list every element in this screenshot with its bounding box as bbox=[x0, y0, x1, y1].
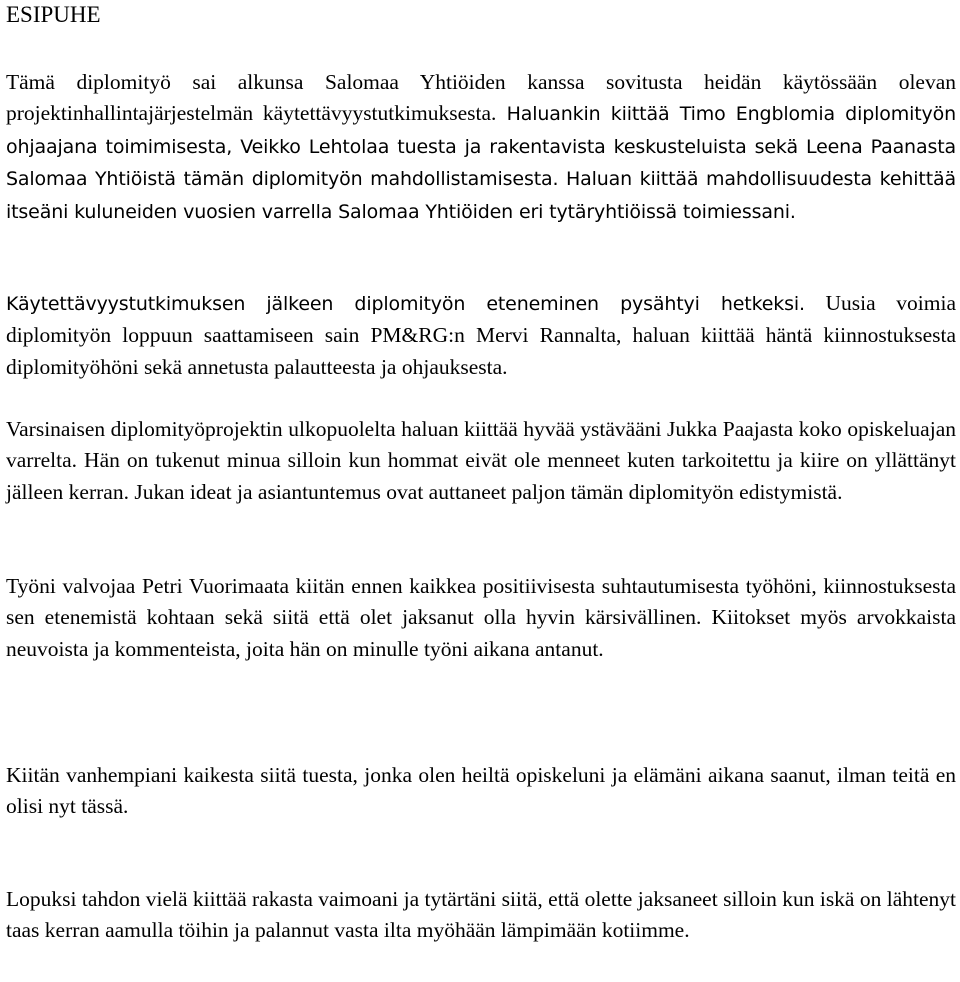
paragraph-1-part-a: Tämä diplomityö sai alkunsa Salomaa Yhtiöiden kanssa sovitusta heidän käytössään olevan projektinhallintajärjestelmän käytettävyystutkimuksesta. bbox=[6, 70, 956, 126]
paragraph-6: Lopuksi tahdon vielä kiittää rakasta vaimoani ja tytärtäni siitä, että olette jaksaneet silloin kun iskä on lähtenyt taas kerran aamulla töihin ja palannut vasta ilta myöhään lämpimään kotiimme. bbox=[6, 887, 956, 943]
page-title: ESIPUHE bbox=[6, 2, 101, 27]
paragraph-1-part-b: Haluankin kiittää Timo Engblomia diplomityön ohjaajana toimimisesta, Veikko Lehtolaa tuesta ja rakentavista keskusteluista sekä Leena Paanasta Salomaa Yhtiöistä tämän diplomityön mahdollistamisesta. Haluan kiittää mahdollisuudesta kehittää itseäni kuluneiden vuosien varrella Salomaa Yhtiöiden eri tytäryhtiöissä toimiessani. bbox=[6, 103, 956, 223]
paragraph-2-part-b: Uusia voimia diplomityön loppuun saattamiseen sain PM&RG:n Mervi Rannalta, haluan kiittää häntä kiinnostuksesta diplomityöhöni sekä annetusta palautteesta ja ohjauksesta. bbox=[6, 291, 956, 379]
paragraph-4: Työni valvojaa Petri Vuorimaata kiitän ennen kaikkea positiivisesta suhtautumisesta työhöni, kiinnostuksesta sen etenemistä kohtaan sekä siitä että olet jaksanut olla hyvin kärsivällinen. Kiitokset myös arvokkaista neuvoista ja kommenteista, joita hän on minulle työni aikana antanut. bbox=[6, 574, 956, 661]
paragraph-3: Varsinaisen diplomityöprojektin ulkopuolelta haluan kiittää hyvää ystävääni Jukka Paajasta koko opiskeluajan varrelta. Hän on tukenut minua silloin kun hommat eivät ole menneet kuten tarkoitettu ja kiire on yllättänyt jälleen kerran. Jukan ideat ja asiantuntemus ovat auttaneet paljon tämän diplomityön edistymistä. bbox=[6, 417, 956, 504]
paragraph-2 bbox=[6, 288, 956, 383]
paragraph-2-part-a: Käytettävyystutkimuksen jälkeen diplomityön eteneminen pysähtyi hetkeksi. bbox=[6, 293, 805, 315]
document-page bbox=[6, 0, 956, 943]
paragraph-1 bbox=[6, 67, 956, 228]
paragraph-5: Kiitän vanhempiani kaikesta siitä tuesta, jonka olen heiltä opiskeluni ja elämäni aikana saanut, ilman teitä en olisi nyt tässä. bbox=[6, 763, 956, 819]
